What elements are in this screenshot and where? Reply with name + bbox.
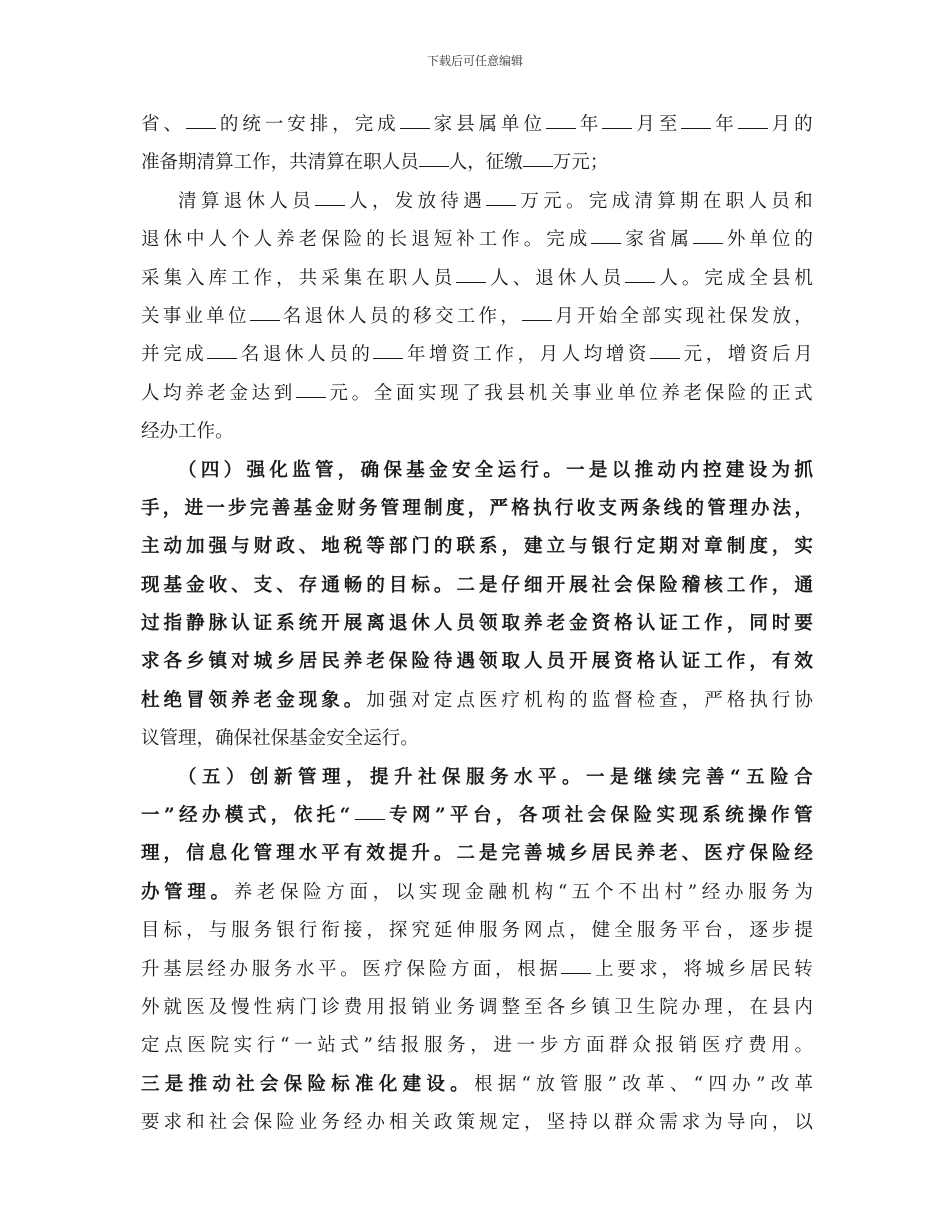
page-header: 下载后可任意编辑 xyxy=(426,54,523,68)
paragraph-line: 目 标 ， 与 服 务 银 行 衔 接 ， 探 究 延 伸 服 务 网 点 ， 健 全 服 务 平 台 ， 逐 步 提 xyxy=(141,920,813,942)
paragraph-line: 采 集 入 库 工 作 ， 共 采 集 在 职 人 员 人 、 退 休 人 员 人 。 完 成 全 县 机 xyxy=(141,260,813,298)
paragraph-line: 过 指 静 脉 认 证 系 统 开 展 离 退 休 人 员 领 取 养 老 金 资 格 认 证 工 作 ， 同 时 要 xyxy=(141,613,813,635)
paragraph-line: 升 基 层 经 办 服 务 水 平 。 医 疗 保 险 方 面 ， 根 据 上 要 求 ， 将 城 乡 居 民 转 xyxy=(141,951,813,989)
paragraph-line: 议 管 理 ， 确 保 社 保 基 金 安 全 运 行 。 xyxy=(141,728,419,750)
fill-in-blank xyxy=(523,144,553,167)
fill-in-blank xyxy=(373,336,403,359)
fill-in-blank xyxy=(456,260,486,283)
paragraph-line: 要 求 和 社 会 保 险 业 务 经 办 相 关 政 策 规 定 ， 坚 持 以 群 众 需 求 为 导 向 ， 以 xyxy=(141,1112,813,1134)
fill-in-blank xyxy=(738,106,768,129)
paragraph-line: 求 各 乡 镇 对 城 乡 居 民 养 老 保 险 待 遇 领 取 人 员 开 展 资 格 认 证 工 作 ， 有 效 xyxy=(141,651,813,673)
document-body xyxy=(141,106,813,1143)
paragraph-line: 办 管 理 。 养 老 保 险 方 面 ， 以 实 现 金 融 机 构 “ 五 个 不 出 村 ” 经 办 服 务 为 xyxy=(141,881,813,903)
fill-in-blank xyxy=(486,183,516,206)
fill-in-blank xyxy=(355,797,385,820)
paragraph-line: 清 算 退 休 人 员 人 ， 发 放 待 遇 万 元 。 完 成 清 算 期 在 职 人 员 和 xyxy=(141,183,813,221)
fill-in-blank xyxy=(625,260,655,283)
paragraph-line: 外 就 医 及 慢 性 病 门 诊 费 用 报 销 业 务 调 整 至 各 乡 镇 卫 生 院 办 理 ， 在 县 内 xyxy=(141,996,813,1018)
paragraph-line: 理 ， 信 息 化 管 理 水 平 有 效 提 升 。 二 是 完 善 城 乡 居 民 养 老 、 医 疗 保 险 经 xyxy=(141,843,813,865)
fill-in-blank xyxy=(591,221,621,244)
paragraph-line: 杜 绝 冒 领 养 老 金 现 象 。 加 强 对 定 点 医 疗 机 构 的 监 督 检 查 ， 严 格 执 行 协 xyxy=(141,689,813,711)
paragraph-line: 三 是 推 动 社 会 保 险 标 准 化 建 设 。 根 据 “ 放 管 服 ” 改 革 、 “ 四 办 ” 改 革 xyxy=(141,1073,813,1095)
paragraph-line: （ 四 ） 强 化 监 管 ， 确 保 基 金 安 全 运 行 。 一 是 以 推 动 内 控 建 设 为 抓 xyxy=(178,459,813,481)
paragraph-line: 定 点 医 院 实 行 “ 一 站 式 ” 结 报 服 务 ， 进 一 步 方 面 群 众 报 销 医 疗 费 用 。 xyxy=(141,1035,813,1057)
fill-in-blank xyxy=(561,951,591,974)
paragraph-line: 现 基 金 收 、 支 、 存 通 畅 的 目 标 。 二 是 仔 细 开 展 社 会 保 险 稽 核 工 作 ， 通 xyxy=(141,574,813,596)
paragraph-line: 并 完 成 名 退 休 人 员 的 年 增 资 工 作 ， 月 人 均 增 资 元 ， 增 资 后 月 xyxy=(141,336,813,374)
paragraph-line: 经 办 工 作 。 xyxy=(141,421,234,443)
paragraph-line: 退 休 中 人 个 人 养 老 保 险 的 长 退 短 补 工 作 。 完 成 家 省 属 外 单 位 的 xyxy=(141,221,813,259)
fill-in-blank xyxy=(650,336,680,359)
paragraph-line: 准 备 期 清 算 工 作 ， 共 清 算 在 职 人 员 人 ， 征 缴 万 元 ； xyxy=(141,144,813,182)
paragraph-line: （ 五 ） 创 新 管 理 ， 提 升 社 保 服 务 水 平 。 一 是 继 续 完 善 “ 五 险 合 xyxy=(178,766,813,788)
paragraph-line: 一 ” 经 办 模 式 ， 依 托 “ 专 网 ” 平 台 ， 各 项 社 会 保 险 实 现 系 统 操 作 管 xyxy=(141,797,813,835)
fill-in-blank xyxy=(207,336,237,359)
paragraph-line: 关 事 业 单 位 名 退 休 人 员 的 移 交 工 作 ， 月 开 始 全 部 实 现 社 保 发 放 ， xyxy=(141,298,813,336)
paragraph-line: 手 ， 进 一 步 完 善 基 金 财 务 管 理 制 度 ， 严 格 执 行 收 支 两 条 线 的 管 理 办 法 ， xyxy=(141,497,813,519)
fill-in-blank xyxy=(419,144,449,167)
fill-in-blank xyxy=(250,298,280,321)
paragraph-line: 人 均 养 老 金 达 到 元 。 全 面 实 现 了 我 县 机 关 事 业 单 位 养 老 保 险 的 正 式 xyxy=(141,375,813,413)
fill-in-blank xyxy=(315,183,345,206)
fill-in-blank xyxy=(546,106,576,129)
paragraph-line: 省 、 的 统 一 安 排 ， 完 成 家 县 属 单 位 年 月 至 年 月 的 xyxy=(141,106,813,144)
paragraph-line: 主 动 加 强 与 财 政 、 地 税 等 部 门 的 联 系 ， 建 立 与 银 行 定 期 对 章 制 度 ， 实 xyxy=(141,536,813,558)
fill-in-blank xyxy=(681,106,711,129)
fill-in-blank xyxy=(186,106,216,129)
fill-in-blank xyxy=(400,106,430,129)
fill-in-blank xyxy=(296,375,326,398)
fill-in-blank xyxy=(693,221,723,244)
fill-in-blank xyxy=(602,106,632,129)
fill-in-blank xyxy=(522,298,552,321)
